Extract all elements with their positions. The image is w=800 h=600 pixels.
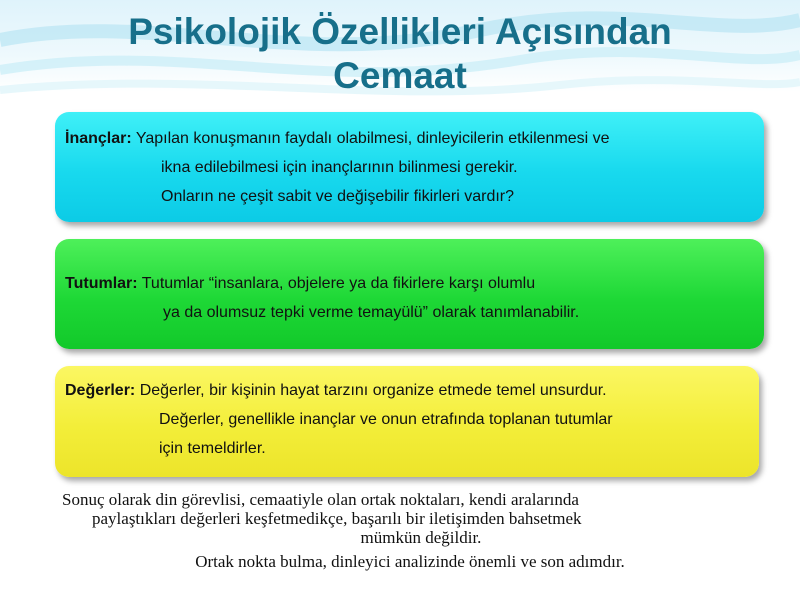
beliefs-line-2: ikna edilebilmesi için inançlarının bilinmesi gerekir. [161,159,518,176]
attitudes-line-2: ya da olumsuz tepki verme temayülü” olarak tanımlanabilir. [163,304,580,321]
values-line-1 [65,376,749,405]
attitudes-box [55,239,764,349]
slide-title [0,10,800,98]
title-line-2: Cemaat [333,55,467,96]
beliefs-term: İnançlar: [65,130,132,147]
beliefs-line-1 [65,124,754,153]
beliefs-text-1: Yapılan konuşmanın faydalı olabilmesi, dinleyicilerin etkilenmesi ve [131,130,610,147]
summary-paragraph-1 [40,490,780,547]
title-line-1: Psikolojik Özellikleri Açısından [128,11,672,52]
values-line-3: için temeldirler. [159,440,266,457]
attitudes-line-1 [65,269,754,298]
attitudes-text-1: Tutumlar “insanlara, objelere ya da fikirlere karşı olumlu [137,275,536,292]
beliefs-line-3: Onların ne çeşit sabit ve değişebilir fikirleri vardır? [161,188,515,205]
beliefs-box [55,112,764,222]
summary-paragraph-2: Ortak nokta bulma, dinleyici analizinde önemli ve son adımdır. [195,552,625,571]
values-box [55,366,759,477]
summary-text [40,490,780,571]
summary-line-1: Sonuç olarak din görevlisi, cemaatiyle olan ortak noktaları, kendi aralarında [62,490,579,509]
summary-line-2: paylaştıkları değerleri keşfetmedikçe, başarılı bir iletişimden bahsetmek [92,509,582,528]
attitudes-term: Tutumlar: [65,275,138,292]
values-term: Değerler: [65,382,136,399]
values-line-2: Değerler, genellikle inançlar ve onun etrafında toplanan tutumlar [159,411,613,428]
summary-line-3: mümkün değildir. [360,528,482,547]
values-text-1: Değerler, bir kişinin hayat tarzını organize etmede temel unsurdur. [135,382,607,399]
